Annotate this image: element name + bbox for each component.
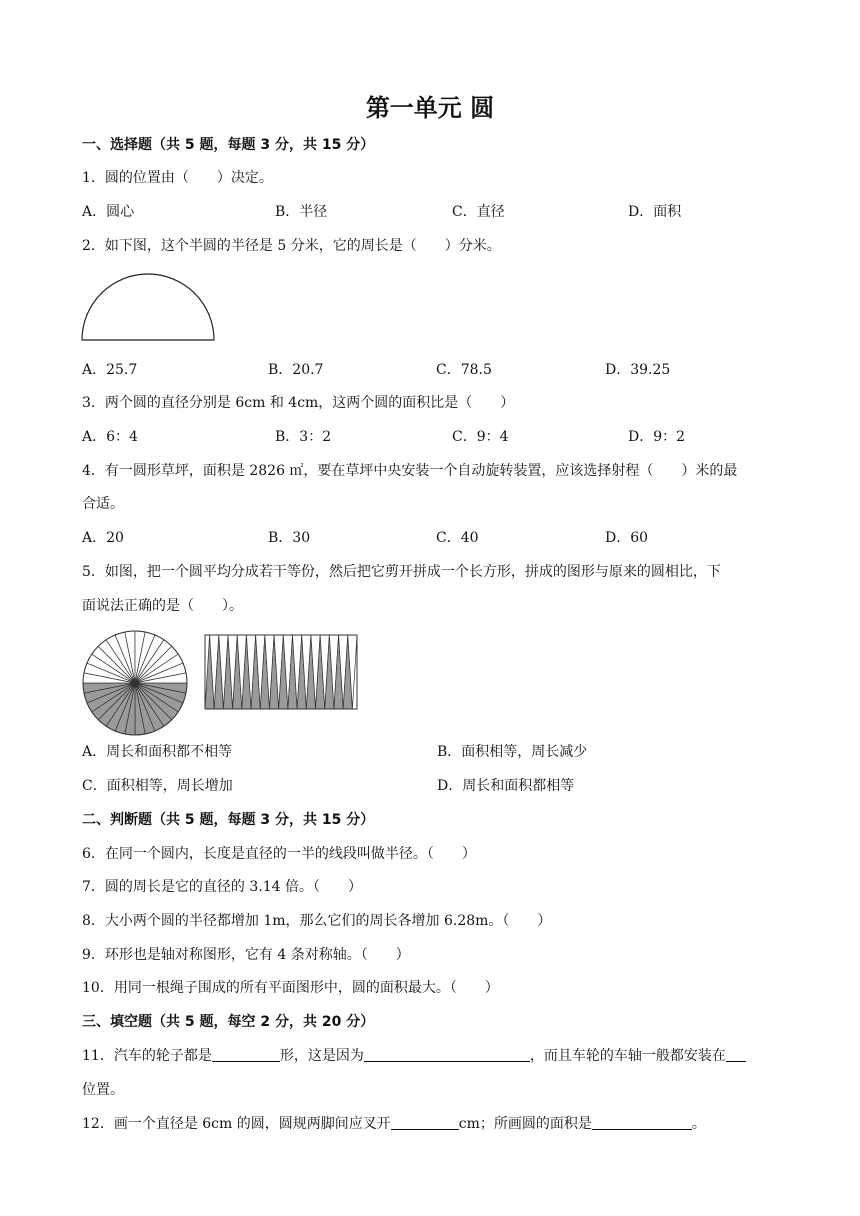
question-8: 8．大小两个圆的半径都增加 1m，那么它们的周长各增加 6.28m。（ ） — [82, 913, 552, 929]
question-5-stem-line1: 5．如图，把一个圆平均分成若干等份，然后把它剪开拼成一个长方形，拼成的图形与原来的圆相比，下 — [82, 564, 721, 580]
q2-option-a: A．25.7 — [82, 362, 138, 378]
q4-option-b: B．30 — [268, 530, 311, 546]
q5-option-b: B．面积相等，周长减少 — [437, 744, 588, 760]
q3-option-a: A．6：4 — [82, 429, 138, 445]
q2-option-b: B．20.7 — [268, 362, 324, 378]
question-12 — [82, 1114, 706, 1134]
q1-option-a: A．圆心 — [82, 204, 135, 220]
question-1-stem: 1．圆的位置由（ ）决定。 — [82, 170, 273, 186]
semicircle-figure — [80, 270, 216, 342]
q11-blank-2[interactable] — [364, 1047, 530, 1062]
q5-option-c: C．面积相等，周长增加 — [82, 778, 233, 794]
q11-text-b: 形，这是因为 — [279, 1048, 364, 1064]
q2-option-c: C．78.5 — [436, 362, 492, 378]
q12-text-c: 。 — [691, 1116, 706, 1132]
question-10: 10．用同一根绳子围成的所有平面图形中，圆的面积最大。（ ） — [82, 980, 499, 996]
page-title: 第一单元 圆 — [365, 94, 495, 122]
q1-option-d: D．面积 — [628, 204, 682, 220]
q5-option-d: D．周长和面积都相等 — [437, 778, 575, 794]
q11-blank-3[interactable] — [726, 1047, 746, 1062]
q4-option-c: C．40 — [436, 530, 479, 546]
q11-text-a: 11．汽车的轮子都是 — [82, 1048, 212, 1064]
question-3-stem: 3．两个圆的直径分别是 6cm 和 4cm，这两个圆的面积比是（ ） — [82, 395, 515, 411]
q1-option-b: B．半径 — [275, 204, 328, 220]
q11-blank-1[interactable] — [212, 1047, 280, 1062]
section-heading-judge: 二、判断题（共 5 题，每题 3 分，共 15 分） — [82, 812, 375, 828]
q1-option-c: C．直径 — [452, 204, 505, 220]
q3-option-c: C．9：4 — [452, 429, 509, 445]
q11-text-c: ，而且车轮的车轴一般都安装在 — [529, 1048, 726, 1064]
q12-blank-2[interactable] — [592, 1115, 692, 1130]
question-4-stem-line2: 合适。 — [82, 496, 124, 512]
question-7: 7．圆的周长是它的直径的 3.14 倍。（ ） — [82, 879, 362, 895]
question-6: 6．在同一个圆内，长度是直径的一半的线段叫做半径。（ ） — [82, 846, 476, 862]
q12-text-b: cm；所画圆的面积是 — [458, 1116, 592, 1132]
rearranged-rectangle-figure — [200, 632, 362, 714]
divided-circle-figure — [80, 628, 190, 738]
q2-option-d: D．39.25 — [605, 362, 671, 378]
question-2-stem: 2．如下图，这个半圆的半径是 5 分米，它的周长是（ ）分米。 — [82, 238, 501, 254]
question-9: 9．环形也是轴对称图形，它有 4 条对称轴。（ ） — [82, 947, 410, 963]
section-heading-fill: 三、填空题（共 5 题，每空 2 分，共 20 分） — [82, 1014, 375, 1030]
q4-option-d: D．60 — [605, 530, 649, 546]
q12-blank-1[interactable] — [391, 1115, 459, 1130]
question-11-line1 — [82, 1046, 746, 1066]
q12-text-a: 12．画一个直径是 6cm 的圆，圆规两脚间应叉开 — [82, 1116, 391, 1132]
question-11-line2: 位置。 — [82, 1082, 124, 1098]
q3-option-b: B．3：2 — [275, 429, 332, 445]
section-heading-choice: 一、选择题（共 5 题，每题 3 分，共 15 分） — [82, 137, 375, 153]
q4-option-a: A．20 — [82, 530, 124, 546]
question-5-stem-line2: 面说法正确的是（ ）。 — [82, 598, 243, 614]
q5-option-a: A．周长和面积都不相等 — [82, 744, 233, 760]
q3-option-d: D．9：2 — [628, 429, 686, 445]
question-4-stem-line1: 4．有一圆形草坪，面积是 2826 ㎡，要在草坪中央安装一个自动旋转装置，应该选择射程（ ）米的最 — [82, 463, 738, 479]
